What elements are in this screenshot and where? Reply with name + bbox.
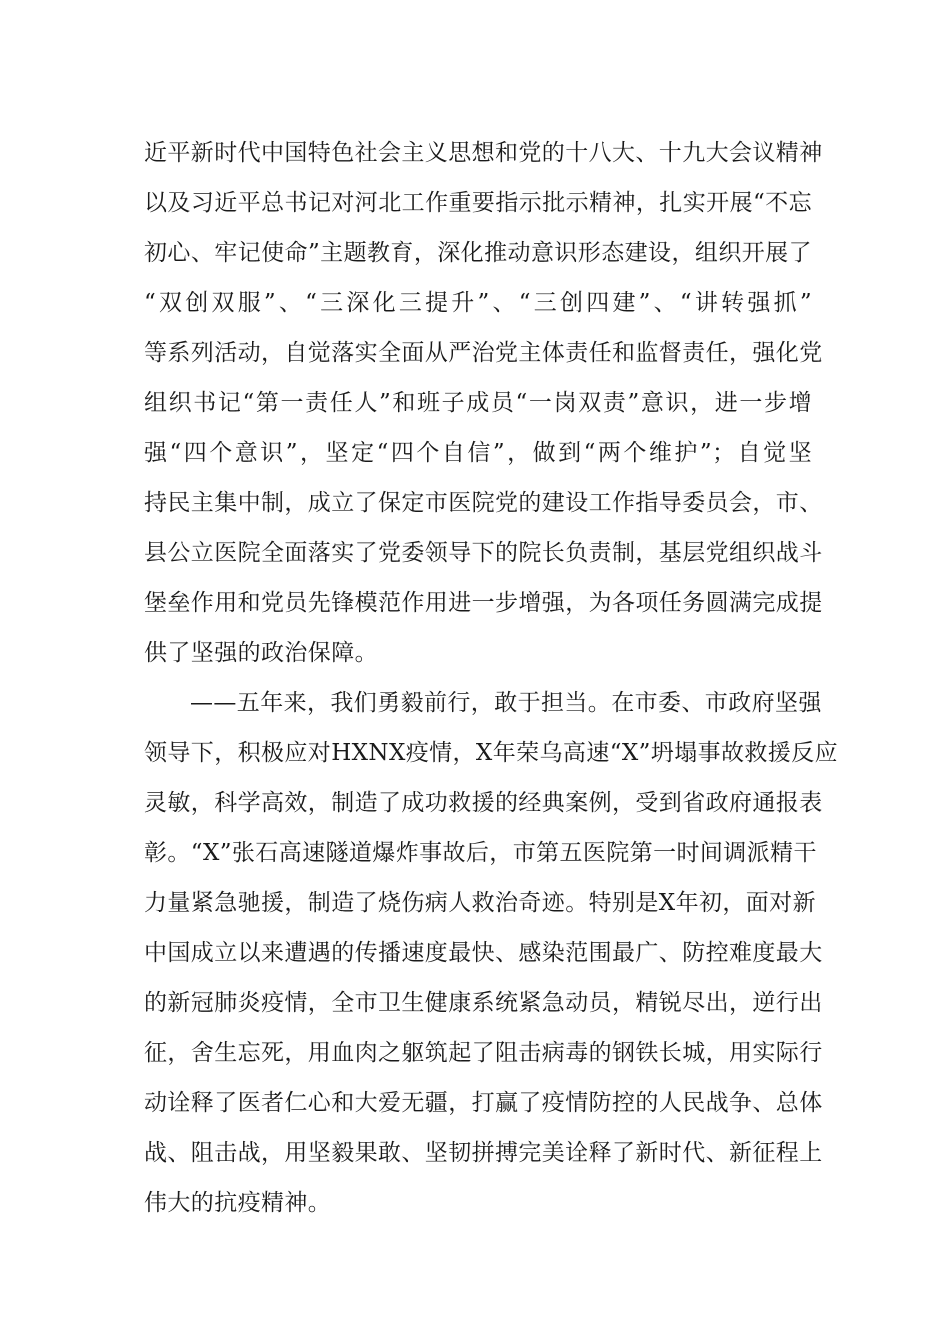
text-line: 以及习近平总书记对河北工作重要指示批示精神，扎实开展“不忘: [144, 190, 812, 216]
text-line: 力量紧急驰援，制造了烧伤病人救治奇迹。特别是X年初，面对新: [144, 890, 816, 916]
text-line: 初心、牢记使命”主题教育，深化推动意识形态建设，组织开展了: [144, 240, 812, 266]
paragraph-1: [144, 128, 823, 678]
paragraph-2: [144, 678, 838, 1228]
body-text: [144, 128, 838, 1228]
text-line: 持民主集中制，成立了保定市医院党的建设工作指导委员会，市、: [144, 490, 823, 516]
text-line: 近平新时代中国特色社会主义思想和党的十八大、十九大会议精神: [144, 140, 823, 166]
text-line: 的新冠肺炎疫情，全市卫生健康系统紧急动员，精锐尽出，逆行出: [144, 990, 823, 1016]
text-line: ——五年来，我们勇毅前行，敢于担当。在市委、市政府坚强: [190, 690, 822, 716]
text-line: 组织书记“第一责任人”和班子成员“一岗双责”意识，进一步增: [144, 390, 812, 416]
text-line: 伟大的抗疫精神。: [144, 1190, 332, 1216]
text-line: 中国成立以来遭遇的传播速度最快、感染范围最广、防控难度最大: [144, 940, 823, 966]
text-line: 战、阻击战，用坚毅果敢、坚韧拼搏完美诠释了新时代、新征程上: [144, 1140, 823, 1166]
text-line: 堡垒作用和党员先锋模范作用进一步增强，为各项任务圆满完成提: [144, 590, 823, 616]
text-line: 等系列活动，自觉落实全面从严治党主体责任和监督责任，强化党: [144, 340, 823, 366]
text-line: “双创双服”、“三深化三提升”、“三创四建”、“讲转强抓”: [144, 290, 812, 316]
text-line: 强“四个意识”，坚定“四个自信”，做到“两个维护”；自觉坚: [144, 440, 812, 466]
text-line: 彰。“X”张石高速隧道爆炸事故后，市第五医院第一时间调派精干: [144, 840, 817, 866]
text-line: 征，舍生忘死，用血肉之躯筑起了阻击病毒的钢铁长城，用实际行: [144, 1040, 823, 1066]
text-line: 供了坚强的政治保障。: [144, 640, 378, 666]
text-line: 领导下，积极应对HXNX疫情，X年荣乌高速“X”坍塌事故救援反应: [144, 740, 838, 766]
text-line: 县公立医院全面落实了党委领导下的院长负责制，基层党组织战斗: [144, 540, 823, 566]
text-line: 动诠释了医者仁心和大爱无疆，打赢了疫情防控的人民战争、总体: [144, 1090, 823, 1116]
text-line: 灵敏，科学高效，制造了成功救援的经典案例，受到省政府通报表: [144, 790, 823, 816]
